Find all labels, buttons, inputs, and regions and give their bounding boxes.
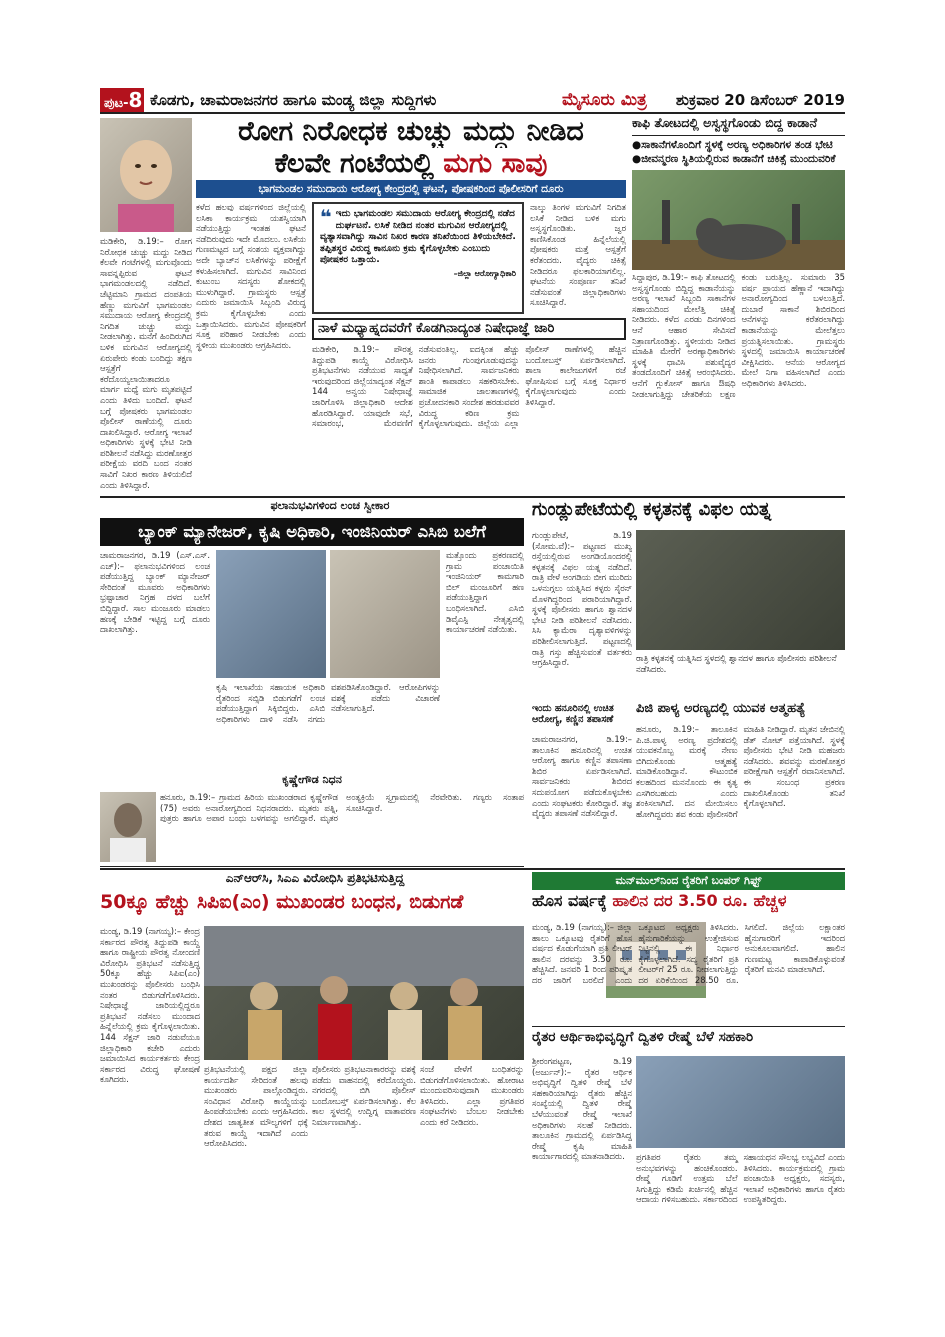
acb-body-2: ಕೃಷಿ ಇಲಾಖೆಯ ಸಹಾಯಕ ಅಧಿಕಾರಿ ರೈತರಿಂದ ಸಬ್ಸಿಡಿ ಬಿಡುಗಡೆಗೆ ಲಂಚ ಪಡೆಯುತ್ತಿದ್ದಾಗ ಸಿಕ್ಕಿಬಿದ್ದರು. ಎಸಿಬಿ ಅಧಿಕಾರಿಗಳು ದಾಳಿ ನಡೆಸಿ ನಗದು ವಶಪಡಿಸಿಕೊಂಡಿದ್ದಾರೆ. ಆರೋಪಿಗಳನ್ನು ವಶಕ್ಕೆ ಪಡೆದು ವಿಚಾರಣೆ ನಡೆಸಲಾಗುತ್ತಿದೆ. [216, 682, 440, 724]
elephant-bullet-2: ●ಜೀವನ್ಮರಣ ಸ್ಥಿತಿಯಲ್ಲಿರುವ ಕಾಡಾನೆಗೆ ಚಿಕಿತ್ಸೆ ಮುಂದುವರಿಕೆ [632, 153, 836, 165]
protest-body-4: ಸಂಜೆ ವೇಳೆಗೆ ಬಂಧಿತರನ್ನು ಬಿಡುಗಡೆಗೊಳಿಸಲಾಯಿತು. ಹೋರಾಟ ಮುಂದುವರಿಸುವುದಾಗಿ ಮುಖಂಡರು ತಿಳಿಸಿದರು. ಎಲ್ಲಾ ಪ್ರಗತಿಪರ ಸಂಘಟನೆಗಳು ಬೆಂಬಲ ನೀಡಬೇಕು ಎಂದು ಕರೆ ನೀಡಿದರು. [420, 1064, 524, 1127]
lead-quote-source: –ಜಿಲ್ಲಾ ಆರೋಗ್ಯಾಧಿಕಾರಿ [453, 268, 516, 278]
milk-body: ಮಂಡ್ಯ, ಡಿ.19 (ನಾಗಯ್ಯ):– ಜಿಲ್ಲಾ ಹಾಲು ಒಕ್ಕೂಟವು ರೈತರಿಗೆ ಹೊಸ ವರ್ಷದ ಕೊಡುಗೆಯಾಗಿ ಪ್ರತಿ ಲೀಟರ್ ಹಾಲಿನ ದರವನ್ನು 3.50 ರೂ. ಹೆಚ್ಚಿಸಿದೆ. ಜನವರಿ 1 ರಿಂದ ಪರಿಷ್ಕೃತ ದರ ಜಾರಿಗೆ ಬರಲಿದೆ ಎಂದು ಒಕ್ಕೂಟದ ಅಧ್ಯಕ್ಷರು ತಿಳಿಸಿದರು. ಹೈನುಗಾರಿಕೆಯನ್ನು ಉತ್ತೇಜಿಸುವ ನಿಟ್ಟಿನಲ್ಲಿ ಈ ನಿರ್ಧಾರ ಕೈಗೊಳ್ಳಲಾಗಿದೆ. ಸದ್ಯ ರೈತರಿಗೆ ಪ್ರತಿ ಲೀಟರ್‌ಗೆ 25 ರೂ. ನೀಡಲಾಗುತ್ತಿದ್ದು ದರ ಏರಿಕೆಯಿಂದ 28.50 ರೂ. ಸಿಗಲಿದೆ. ಜಿಲ್ಲೆಯ ಲಕ್ಷಾಂತರ ಹೈನುಗಾರರಿಗೆ ಇದರಿಂದ ಅನುಕೂಲವಾಗಲಿದೆ. ಹಾಲಿನ ಗುಣಮಟ್ಟ ಕಾಪಾಡಿಕೊಳ್ಳುವಂತೆ ರೈತರಿಗೆ ಮನವಿ ಮಾಡಲಾಗಿದೆ. [532, 922, 845, 985]
suicide-body: ಹನೂರು, ಡಿ.19:– ತಾಲೂಕಿನ ಪಿ.ಜಿ.ಪಾಳ್ಯ ಅರಣ್ಯ ಪ್ರದೇಶದಲ್ಲಿ ಯುವಕನೊಬ್ಬ ಮರಕ್ಕೆ ನೇಣು ಬಿಗಿದುಕೊಂಡು ಆತ್ಮಹತ್ಯೆ ಮಾಡಿಕೊಂಡಿದ್ದಾನೆ. ಕೌಟುಂಬಿಕ ಕಲಹದಿಂದ ಮನನೊಂದು ಈ ಕೃತ್ಯ ಎಸಗಿರಬಹುದು ಎಂದು ಶಂಕಿಸಲಾಗಿದೆ. ದನ ಮೇಯಿಸಲು ಹೋಗಿದ್ದವರು ಶವ ಕಂಡು ಪೊಲೀಸರಿಗೆ ಮಾಹಿತಿ ನೀಡಿದ್ದಾರೆ. ಮೃತನ ಜೇಬಿನಲ್ಲಿ ಡೆತ್ ನೋಟ್ ಪತ್ತೆಯಾಗಿದೆ. ಸ್ಥಳಕ್ಕೆ ಪೊಲೀಸರು ಭೇಟಿ ನೀಡಿ ಮಹಜರು ನಡೆಸಿದರು. ಶವವನ್ನು ಮರಣೋತ್ತರ ಪರೀಕ್ಷೆಗಾಗಿ ಆಸ್ಪತ್ರೆಗೆ ರವಾನಿಸಲಾಗಿದೆ. ಈ ಸಂಬಂಧ ಪ್ರಕರಣ ದಾಖಲಿಸಿಕೊಂಡು ತನಿಖೆ ಕೈಗೊಳ್ಳಲಾಗಿದೆ. [636, 724, 845, 819]
protest-photo [204, 926, 524, 1060]
acb-body-3: ಮತ್ತೊಂದು ಪ್ರಕರಣದಲ್ಲಿ ಗ್ರಾಮ ಪಂಚಾಯಿತಿ ಇಂಜಿನಿಯರ್ ಕಾಮಗಾರಿ ಬಿಲ್ ಮಂಜೂರಿಗೆ ಹಣ ಪಡೆಯುತ್ತಿದ್ದಾಗ ಬಂಧಿಸಲಾಗಿದೆ. ಎಸಿಬಿ ಡಿವೈಎಸ್ಪಿ ನೇತೃತ್ವದಲ್ಲಿ ಕಾರ್ಯಾಚರಣೆ ನಡೆಯಿತು. [446, 550, 524, 635]
divider [532, 1026, 845, 1027]
lead-quote-box [312, 202, 524, 314]
gundlupet-photo [636, 530, 845, 650]
milk-headline-highlight: ಹಾಲಿನ ದರ 3.50 ರೂ. ಹೆಚ್ಚಳ [612, 892, 787, 910]
gundlupet-body: ಗುಂಡ್ಲುಪೇಟೆ, ಡಿ.19 (ಸೋಮ.ವೆ):– ಪಟ್ಟಣದ ಮುಖ್ಯ ರಸ್ತೆಯಲ್ಲಿರುವ ಅಂಗಡಿಯೊಂದರಲ್ಲಿ ಕಳ್ಳತನಕ್ಕೆ ವಿಫಲ ಯತ್ನ ನಡೆದಿದೆ. ರಾತ್ರಿ ವೇಳೆ ಅಂಗಡಿಯ ಬೀಗ ಮುರಿದು ಒಳನುಗ್ಗಲು ಯತ್ನಿಸಿದ ಕಳ್ಳರು ಸೈರನ್ ಮೊಳಗಿದ್ದರಿಂದ ಪರಾರಿಯಾಗಿದ್ದಾರೆ. ಸ್ಥಳಕ್ಕೆ ಪೊಲೀಸರು ಹಾಗೂ ಶ್ವಾನದಳ ಭೇಟಿ ನೀಡಿ ಪರಿಶೀಲನೆ ನಡೆಸಿದರು. ಸಿಸಿ ಕ್ಯಾಮೆರಾ ದೃಶ್ಯಾವಳಿಗಳನ್ನು ಪರಿಶೀಲಿಸಲಾಗುತ್ತಿದೆ. ಪಟ್ಟಣದಲ್ಲಿ ರಾತ್ರಿ ಗಸ್ತು ಹೆಚ್ಚಿಸುವಂತೆ ವರ್ತಕರು ಆಗ್ರಹಿಸಿದ್ದಾರೆ. [532, 530, 632, 668]
protest-body-1: ಮಂಡ್ಯ, ಡಿ.19 (ನಾಗಯ್ಯ):– ಕೇಂದ್ರ ಸರ್ಕಾರದ ಪೌರತ್ವ ತಿದ್ದುಪಡಿ ಕಾಯ್ದೆ ಹಾಗೂ ರಾಷ್ಟ್ರೀಯ ಪೌರತ್ವ ನೋಂದಣಿ ವಿರೋಧಿಸಿ ಪ್ರತಿಭಟನೆ ನಡೆಸುತ್ತಿದ್ದ 50ಕ್ಕೂ ಹೆಚ್ಚು ಸಿಪಿಐ(ಎಂ) ಮುಖಂಡರನ್ನು ಪೊಲೀಸರು ಬಂಧಿಸಿ ನಂತರ ಬಿಡುಗಡೆಗೊಳಿಸಿದರು. ನಿಷೇಧಾಜ್ಞೆ ಜಾರಿಯಲ್ಲಿದ್ದರೂ ಪ್ರತಿಭಟನೆ ನಡೆಸಲು ಮುಂದಾದ ಹಿನ್ನೆಲೆಯಲ್ಲಿ ಕ್ರಮ ಕೈಗೊಳ್ಳಲಾಯಿತು. 144 ಸೆಕ್ಷನ್ ಜಾರಿ ನಡುವೆಯೂ ಜಿಲ್ಲಾಧಿಕಾರಿ ಕಚೇರಿ ಎದುರು ಜಮಾಯಿಸಿದ ಕಾರ್ಯಕರ್ತರು ಕೇಂದ್ರ ಸರ್ಕಾರದ ವಿರುದ್ಧ ಘೋಷಣೆ ಕೂಗಿದರು. [100, 926, 200, 1085]
issue-date: ಶುಕ್ರವಾರ 20 ಡಿಸೆಂಬರ್ 2019 [675, 91, 845, 109]
elephant-photo [632, 170, 845, 270]
elephant-bullets [632, 138, 845, 166]
baby-photo [100, 118, 192, 232]
lead-headline-1: ರೋಗ ನಿರೋಧಕ ಚುಚ್ಚು ಮದ್ದು ನೀಡಿದ [238, 116, 584, 147]
page-number: 8 [128, 88, 143, 112]
milk-headline [532, 892, 845, 918]
milk-headline-part: ಹೊಸ ವರ್ಷಕ್ಕೆ [532, 892, 613, 910]
section-title: ಕೊಡಗು, ಚಾಮರಾಜನಗರ ಹಾಗೂ ಮಂಡ್ಯ ಜಿಲ್ಲಾ ಸುದ್ದಿಗಳು [150, 91, 437, 109]
elephant-bullet-1: ●ಸಾಕಾನೆಗಳೊಂದಿಗೆ ಸ್ಥಳಕ್ಕೆ ಅರಣ್ಯ ಅಧಿಕಾರಿಗಳ ತಂಡ ಭೇಟಿ [632, 139, 833, 151]
acb-photo-2 [330, 550, 440, 678]
divider [100, 868, 845, 870]
divider [100, 866, 524, 867]
suicide-headline: ಪಿಜಿ ಪಾಳ್ಯ ಅರಣ್ಯದಲ್ಲಿ ಯುವಕ ಆತ್ಮಹತ್ಯೆ [636, 702, 806, 716]
acb-headline: ಬ್ಯಾಂಕ್ ಮ್ಯಾನೇಜರ್, ಕೃಷಿ ಅಧಿಕಾರಿ, ಇಂಜಿನಿಯರ್ ಎಸಿಬಿ ಬಲೆಗೆ [100, 518, 524, 546]
protest-body-2: ಪ್ರತಿಭಟನೆಯಲ್ಲಿ ಪಕ್ಷದ ಜಿಲ್ಲಾ ಕಾರ್ಯದರ್ಶಿ ಸೇರಿದಂತೆ ಹಲವು ಮುಖಂಡರು ಪಾಲ್ಗೊಂಡಿದ್ದರು. ಸಂವಿಧಾನ ವಿರೋಧಿ ಕಾಯ್ದೆಯನ್ನು ಹಿಂಪಡೆಯಬೇಕು ಎಂದು ಆಗ್ರಹಿಸಿದರು. ದೇಶದ ಜಾತ್ಯತೀತ ಮೌಲ್ಯಗಳಿಗೆ ಧಕ್ಕೆ ತರುವ ಕಾಯ್ದೆ ಇದಾಗಿದೆ ಎಂದು ಆರೋಪಿಸಿದರು. [204, 1064, 308, 1149]
lead-quote-text: ಇದು ಭಾಗಮಂಡಲ ಸಮುದಾಯ ಆರೋಗ್ಯ ಕೇಂದ್ರದಲ್ಲಿ ನಡೆದ ದುರ್ಘಟನೆ. ಲಸಿಕೆ ನೀಡಿದ ನಂತರ ಮಗುವಿನ ಆರೋಗ್ಯದಲ್ಲಿ ವ್ಯತ್ಯಾಸವಾಗಿದ್ದು ಸಾವಿನ ನಿಖರ ಕಾರಣ ತನಿಖೆಯಿಂದ ತಿಳಿಯಬೇಕಿದೆ. ತಪ್ಪಿತಸ್ಥರ ವಿರುದ್ಧ ಕಾನೂನು ಕ್ರಮ ಕೈಗೊಳ್ಳಬೇಕು ಎಂಬುದು ಪೋಷಕರ ಒತ್ತಾಯ. [320, 208, 516, 266]
divider [100, 496, 845, 498]
milk-kicker: ಮನ್‌ಮುಲ್‌ನಿಂದ ರೈತರಿಗೆ ಬಂಪರ್ ಗಿಫ್ಟ್ [532, 872, 845, 890]
obituary-photo [100, 792, 156, 862]
lead-body-right: ನಾಲ್ಕು ತಿಂಗಳ ಮಗುವಿಗೆ ನಿಗದಿತ ಲಸಿಕೆ ನೀಡಿದ ಬಳಿಕ ಮಗು ಅಸ್ವಸ್ಥಗೊಂಡಿತು. ಜ್ವರ ಕಾಣಿಸಿಕೊಂಡ ಹಿನ್ನೆಲೆಯಲ್ಲಿ ಪೋಷಕರು ಮತ್ತೆ ಆಸ್ಪತ್ರೆಗೆ ಕರೆತಂದರು. ವೈದ್ಯರು ಚಿಕಿತ್ಸೆ ನೀಡಿದರೂ ಫಲಕಾರಿಯಾಗಲಿಲ್ಲ. ಘಟನೆಯ ಸಂಪೂರ್ಣ ತನಿಖೆ ನಡೆಸುವಂತೆ ಜಿಲ್ಲಾಧಿಕಾರಿಗಳು ಸೂಚಿಸಿದ್ದಾರೆ. [530, 202, 626, 308]
lead-body-col2: ಕಳೆದ ಹಲವು ವರ್ಷಗಳಿಂದ ಜಿಲ್ಲೆಯಲ್ಲಿ ಲಸಿಕಾ ಕಾರ್ಯಕ್ರಮ ಯಶಸ್ವಿಯಾಗಿ ನಡೆಯುತ್ತಿದ್ದು ಇಂತಹ ಘಟನೆ ನಡೆದಿರುವುದು ಇದೇ ಮೊದಲು. ಲಸಿಕೆಯ ಗುಣಮಟ್ಟದ ಬಗ್ಗೆ ಸಂಶಯ ವ್ಯಕ್ತವಾಗಿದ್ದು ಅದೇ ಬ್ಯಾಚ್‌ನ ಲಸಿಕೆಗಳನ್ನು ಪರೀಕ್ಷೆಗೆ ಕಳುಹಿಸಲಾಗಿದೆ. ಮಗುವಿನ ಸಾವಿನಿಂದ ಕುಟುಂಬ ಸದಸ್ಯರು ಶೋಕದಲ್ಲಿ ಮುಳುಗಿದ್ದಾರೆ. ಗ್ರಾಮಸ್ಥರು ಆಸ್ಪತ್ರೆ ಎದುರು ಜಮಾಯಿಸಿ ಸಿಬ್ಬಂದಿ ವಿರುದ್ಧ ಕ್ರಮ ಕೈಗೊಳ್ಳಬೇಕು ಎಂದು ಒತ್ತಾಯಿಸಿದರು. ಮಗುವಿನ ಪೋಷಕರಿಗೆ ಸೂಕ್ತ ಪರಿಹಾರ ನೀಡಬೇಕು ಎಂದು ಸ್ಥಳೀಯ ಮುಖಂಡರು ಆಗ್ರಹಿಸಿದರು. [196, 202, 306, 350]
protest-body-3: ಪೊಲೀಸರು ಪ್ರತಿಭಟನಾಕಾರರನ್ನು ವಶಕ್ಕೆ ಪಡೆದು ವಾಹನದಲ್ಲಿ ಕರೆದೊಯ್ದರು. ನಗರದಲ್ಲಿ ಬಿಗಿ ಪೊಲೀಸ್ ಬಂದೋಬಸ್ತ್ ಏರ್ಪಡಿಸಲಾಗಿತ್ತು. ಕೆಲ ಕಾಲ ಸ್ಥಳದಲ್ಲಿ ಉದ್ವಿಗ್ನ ವಾತಾವರಣ ನಿರ್ಮಾಣವಾಗಿತ್ತು. [312, 1064, 416, 1127]
silk-headline: ರೈತರ ಆರ್ಥಿಕಾಭಿವೃದ್ಧಿಗೆ ದ್ವಿತಳಿ ರೇಷ್ಮೆ ಬೆಳೆ ಸಹಕಾರಿ [532, 1030, 754, 1045]
page-number-badge [100, 88, 144, 112]
page-label: ಪುಟ- [104, 96, 129, 111]
prohibitory-body: ಮಡಿಕೇರಿ, ಡಿ.19:– ಪೌರತ್ವ ತಿದ್ದುಪಡಿ ಕಾಯ್ದೆ ವಿರೋಧಿಸಿ ಪ್ರತಿಭಟನೆಗಳು ನಡೆಯುವ ಸಾಧ್ಯತೆ ಇರುವುದರಿಂದ ಜಿಲ್ಲೆಯಾದ್ಯಂತ ಸೆಕ್ಷನ್ 144 ಅನ್ವಯ ನಿಷೇಧಾಜ್ಞೆ ಜಾರಿಗೊಳಿಸಿ ಜಿಲ್ಲಾಧಿಕಾರಿ ಆದೇಶ ಹೊರಡಿಸಿದ್ದಾರೆ. ಯಾವುದೇ ಸಭೆ, ಸಮಾರಂಭ, ಮೆರವಣಿಗೆ ನಡೆಸುವಂತಿಲ್ಲ. ಐದಕ್ಕಿಂತ ಹೆಚ್ಚು ಜನರು ಗುಂಪುಗೂಡುವುದನ್ನು ನಿಷೇಧಿಸಲಾಗಿದೆ. ಸಾರ್ವಜನಿಕರು ಶಾಂತಿ ಕಾಪಾಡಲು ಸಹಕರಿಸಬೇಕು. ಸಾಮಾಜಿಕ ಜಾಲತಾಣಗಳಲ್ಲಿ ಪ್ರಚೋದನಕಾರಿ ಸಂದೇಶ ಹರಡುವವರ ವಿರುದ್ಧ ಕಠಿಣ ಕ್ರಮ ಕೈಗೊಳ್ಳಲಾಗುವುದು. ಜಿಲ್ಲೆಯ ಎಲ್ಲಾ ಪೊಲೀಸ್ ಠಾಣೆಗಳಲ್ಲಿ ಹೆಚ್ಚಿನ ಬಂದೋಬಸ್ತ್ ಏರ್ಪಡಿಸಲಾಗಿದೆ. ಶಾಲಾ ಕಾಲೇಜುಗಳಿಗೆ ರಜೆ ಘೋಷಿಸುವ ಬಗ್ಗೆ ಸೂಕ್ತ ನಿರ್ಧಾರ ಕೈಗೊಳ್ಳಲಾಗುವುದು ಎಂದು ತಿಳಿಸಿದ್ದಾರೆ. [312, 344, 626, 429]
lead-body-left: ಮಡಿಕೇರಿ, ಡಿ.19:– ರೋಗ ನಿರೋಧಕ ಚುಚ್ಚು ಮದ್ದು ನೀಡಿದ ಕೆಲವೇ ಗಂಟೆಗಳಲ್ಲಿ ಮಗುವೊಂದು ಸಾವನ್ನಪ್ಪಿರುವ ಘಟನೆ ಭಾಗಮಂಡಲದಲ್ಲಿ ನಡೆದಿದೆ. ಚೆಟ್ಟಿಮಾನಿ ಗ್ರಾಮದ ದಂಪತಿಯ ಹೆಣ್ಣು ಮಗುವಿಗೆ ಭಾಗಮಂಡಲ ಸಮುದಾಯ ಆರೋಗ್ಯ ಕೇಂದ್ರದಲ್ಲಿ ನಿಗದಿತ ಚುಚ್ಚು ಮದ್ದು ನೀಡಲಾಗಿತ್ತು. ಮನೆಗೆ ಹಿಂದಿರುಗಿದ ಬಳಿಕ ಮಗುವಿನ ಆರೋಗ್ಯದಲ್ಲಿ ಏರುಪೇರು ಕಂಡು ಬಂದಿದ್ದು ತಕ್ಷಣ ಆಸ್ಪತ್ರೆಗೆ ಕರೆದೊಯ್ಯಲಾಯಿತಾದರೂ ಮಾರ್ಗ ಮಧ್ಯೆ ಮಗು ಮೃತಪಟ್ಟಿದೆ ಎಂದು ತಿಳಿದು ಬಂದಿದೆ. ಘಟನೆ ಬಗ್ಗೆ ಪೋಷಕರು ಭಾಗಮಂಡಲ ಪೊಲೀಸ್ ಠಾಣೆಯಲ್ಲಿ ದೂರು ದಾಖಲಿಸಿದ್ದಾರೆ. ಆರೋಗ್ಯ ಇಲಾಖೆ ಅಧಿಕಾರಿಗಳು ಸ್ಥಳಕ್ಕೆ ಭೇಟಿ ನೀಡಿ ಪರಿಶೀಲನೆ ನಡೆಸಿದ್ದು ಮರಣೋತ್ತರ ಪರೀಕ್ಷೆಯ ವರದಿ ಬಂದ ನಂತರ ಸಾವಿಗೆ ನಿಖರ ಕಾರಣ ತಿಳಿಯಲಿದೆ ಎಂದು ತಿಳಿಸಿದ್ದಾರೆ. [100, 236, 192, 490]
protest-kicker: ಎನ್‌ಆರ್‌ಸಿ, ಸಿಎಎ ವಿರೋಧಿಸಿ ಪ್ರತಿಭಟಿಸುತ್ತಿದ್ದ [225, 872, 405, 885]
prohibitory-headline: ನಾಳೆ ಮಧ್ಯಾಹ್ನದವರೆಗೆ ಕೊಡಗಿನಾದ್ಯಂತ ನಿಷೇಧಾಜ್ಞೆ ಜಾರಿ [312, 318, 626, 340]
protest-headline: 50ಕ್ಕೂ ಹೆಚ್ಚು ಸಿಪಿಐ(ಎಂ) ಮುಖಂಡರ ಬಂಧನ, ಬಿಡುಗಡೆ [100, 892, 464, 913]
elephant-headline: ಕಾಫಿ ತೋಟದಲ್ಲಿ ಅಸ್ವಸ್ಥಗೊಂಡು ಬಿದ್ದ ಕಾಡಾನೆ [632, 116, 845, 136]
gundlupet-headline: ಗುಂಡ್ಲುಪೇಟೆಯಲ್ಲಿ ಕಳ್ಳತನಕ್ಕೆ ವಿಫಲ ಯತ್ನ [532, 500, 771, 520]
gundlupet-caption: ರಾತ್ರಿ ಕಳ್ಳತನಕ್ಕೆ ಯತ್ನಿಸಿದ ಸ್ಥಳದಲ್ಲಿ ಶ್ವಾನದಳ ಹಾಗೂ ಪೊಲೀಸರು ಪರಿಶೀಲನೆ ನಡೆಸಿದರು. [636, 654, 837, 675]
silk-body-2: ಪ್ರಗತಿಪರ ರೈತರು ತಮ್ಮ ಅನುಭವಗಳನ್ನು ಹಂಚಿಕೊಂಡರು. ರೇಷ್ಮೆ ಗೂಡಿಗೆ ಉತ್ತಮ ಬೆಲೆ ಸಿಗುತ್ತಿದ್ದು ಕಡಿಮೆ ಖರ್ಚಿನಲ್ಲಿ ಹೆಚ್ಚಿನ ಆದಾಯ ಗಳಿಸಬಹುದು. ಸರ್ಕಾರದಿಂದ ಸಹಾಯಧನ ಸೌಲಭ್ಯ ಲಭ್ಯವಿದೆ ಎಂದು ತಿಳಿಸಿದರು. ಕಾರ್ಯಕ್ರಮದಲ್ಲಿ ಗ್ರಾಮ ಪಂಚಾಯಿತಿ ಅಧ್ಯಕ್ಷರು, ಸದಸ್ಯರು, ಇಲಾಖೆ ಅಧಿಕಾರಿಗಳು ಹಾಗೂ ರೈತರು ಉಪಸ್ಥಿತರಿದ್ದರು. [636, 1152, 845, 1205]
acb-photo-1 [216, 550, 326, 678]
spacer [212, 766, 524, 770]
acb-body-1: ಚಾಮರಾಜನಗರ, ಡಿ.19 (ಎಸ್.ಎಸ್. ಎಚ್):– ಫಲಾನುಭವಿಗಳಿಂದ ಲಂಚ ಪಡೆಯುತ್ತಿದ್ದ ಬ್ಯಾಂಕ್ ಮ್ಯಾನೇಜರ್ ಸೇರಿದಂತೆ ಮೂವರು ಅಧಿಕಾರಿಗಳು ಭ್ರಷ್ಟಾಚಾರ ನಿಗ್ರಹ ದಳದ ಬಲೆಗೆ ಬಿದ್ದಿದ್ದಾರೆ. ಸಾಲ ಮಂಜೂರು ಮಾಡಲು ಹಣಕ್ಕೆ ಬೇಡಿಕೆ ಇಟ್ಟಿದ್ದ ಬಗ್ಗೆ ದೂರು ದಾಖಲಾಗಿತ್ತು. [100, 550, 210, 635]
silk-photo [636, 1056, 845, 1148]
health-camp-headline: ಇಂದು ಹನೂರಿನಲ್ಲಿ ಉಚಿತ ಆರೋಗ್ಯ, ಕಣ್ಣಿನ ತಪಾಸಣೆ [532, 704, 614, 725]
health-camp-body: ಚಾಮರಾಜನಗರ, ಡಿ.19:– ತಾಲೂಕಿನ ಹನೂರಿನಲ್ಲಿ ಉಚಿತ ಆರೋಗ್ಯ ಹಾಗೂ ಕಣ್ಣಿನ ತಪಾಸಣಾ ಶಿಬಿರ ಏರ್ಪಡಿಸಲಾಗಿದೆ. ಸಾರ್ವಜನಿಕರು ಶಿಬಿರದ ಸದುಪಯೋಗ ಪಡೆದುಕೊಳ್ಳಬೇಕು ಎಂದು ಸಂಘಟಕರು ಕೋರಿದ್ದಾರೆ. ತಜ್ಞ ವೈದ್ಯರು ತಪಾಸಣೆ ನಡೆಸಲಿದ್ದಾರೆ. [532, 734, 632, 819]
obituary-body: ಹನೂರು, ಡಿ.19:– ಗ್ರಾಮದ ಹಿರಿಯ ಮುಖಂಡರಾದ ಕೃಷ್ಣೇಗೌಡ (75) ಅವರು ಅನಾರೋಗ್ಯದಿಂದ ನಿಧನರಾದರು. ಮೃತರು ಪತ್ನಿ, ಪುತ್ರರು ಹಾಗೂ ಅಪಾರ ಬಂಧು ಬಳಗವನ್ನು ಅಗಲಿದ್ದಾರೆ. ಮೃತರ ಅಂತ್ಯಕ್ರಿಯೆ ಸ್ವಗ್ರಾಮದಲ್ಲಿ ನೆರವೇರಿತು. ಗಣ್ಯರು ಸಂತಾಪ ಸೂಚಿಸಿದ್ದಾರೆ. [160, 792, 524, 824]
page-header [100, 88, 845, 114]
silk-body-1: ಶ್ರೀರಂಗಪಟ್ಟಣ, ಡಿ.19 (ಅರ್ಜುನ್):– ರೈತರ ಆರ್ಥಿಕ ಅಭಿವೃದ್ಧಿಗೆ ದ್ವಿತಳಿ ರೇಷ್ಮೆ ಬೆಳೆ ಸಹಕಾರಿಯಾಗಿದ್ದು ರೈತರು ಹೆಚ್ಚಿನ ಸಂಖ್ಯೆಯಲ್ಲಿ ದ್ವಿತಳಿ ರೇಷ್ಮೆ ಬೆಳೆಯುವಂತೆ ರೇಷ್ಮೆ ಇಲಾಖೆ ಅಧಿಕಾರಿಗಳು ಸಲಹೆ ನೀಡಿದರು. ತಾಲೂಕಿನ ಗ್ರಾಮದಲ್ಲಿ ಏರ್ಪಡಿಸಿದ್ದ ರೇಷ್ಮೆ ಕೃಷಿ ಮಾಹಿತಿ ಕಾರ್ಯಾಗಾರದಲ್ಲಿ ಮಾತನಾಡಿದರು. [532, 1056, 632, 1162]
lead-headline-2 [196, 148, 626, 180]
masthead-brand: ಮೈಸೂರು ಮಿತ್ರ [562, 90, 647, 110]
lead-headline-2-part: ಕೆಲವೇ ಗಂಟೆಯಲ್ಲಿ [274, 148, 444, 179]
quote-icon: ❝ [320, 205, 332, 229]
obituary-title: ಕೃಷ್ಣೇಗೌಡ ನಿಧನ [282, 774, 342, 786]
lead-subhead: ಭಾಗಮಂಡಲ ಸಮುದಾಯ ಆರೋಗ್ಯ ಕೇಂದ್ರದಲ್ಲಿ ಘಟನೆ, ಪೋಷಕರಿಂದ ಪೊಲೀಸರಿಗೆ ದೂರು [196, 180, 626, 198]
elephant-body: ಸಿದ್ದಾಪುರ, ಡಿ.19:– ಕಾಫಿ ತೋಟದಲ್ಲಿ ಅಸ್ವಸ್ಥಗೊಂಡು ಬಿದ್ದಿದ್ದ ಕಾಡಾನೆಯನ್ನು ಅರಣ್ಯ ಇಲಾಖೆ ಸಿಬ್ಬಂದಿ ಸಾಕಾನೆಗಳ ಸಹಾಯದಿಂದ ಮೇಲೆತ್ತಿ ಚಿಕಿತ್ಸೆ ನೀಡಿದರು. ಕಳೆದ ಎರಡು ದಿನಗಳಿಂದ ಆನೆ ಆಹಾರ ಸೇವಿಸದೆ ನಿತ್ರಾಣಗೊಂಡಿತ್ತು. ಸ್ಥಳೀಯರು ನೀಡಿದ ಮಾಹಿತಿ ಮೇರೆಗೆ ಅರಣ್ಯಾಧಿಕಾರಿಗಳು ಸ್ಥಳಕ್ಕೆ ಧಾವಿಸಿ ಪಶುವೈದ್ಯರ ತಂಡದೊಂದಿಗೆ ಚಿಕಿತ್ಸೆ ಆರಂಭಿಸಿದರು. ಆನೆಗೆ ಗ್ಲುಕೋಸ್ ಹಾಗೂ ಔಷಧಿ ನೀಡಲಾಗುತ್ತಿದ್ದು ಚೇತರಿಕೆಯ ಲಕ್ಷಣ ಕಂಡು ಬರುತ್ತಿಲ್ಲ. ಸುಮಾರು 35 ವರ್ಷ ಪ್ರಾಯದ ಹೆಣ್ಣಾನೆ ಇದಾಗಿದ್ದು ಅನಾರೋಗ್ಯದಿಂದ ಬಳಲುತ್ತಿದೆ. ದುಬಾರೆ ಸಾಕಾನೆ ಶಿಬಿರದಿಂದ ಆನೆಗಳನ್ನು ಕರೆತರಲಾಗಿದ್ದು ಕಾಡಾನೆಯನ್ನು ಮೇಲೆತ್ತಲು ಪ್ರಯತ್ನಿಸಲಾಯಿತು. ಗ್ರಾಮಸ್ಥರು ಸ್ಥಳದಲ್ಲಿ ಜಮಾಯಿಸಿ ಕಾರ್ಯಾಚರಣೆ ವೀಕ್ಷಿಸಿದರು. ಆನೆಯ ಆರೋಗ್ಯದ ಮೇಲೆ ನಿಗಾ ವಹಿಸಲಾಗಿದೆ ಎಂದು ಅಧಿಕಾರಿಗಳು ತಿಳಿಸಿದರು. [632, 272, 845, 399]
lead-headline-2-highlight: ಮಗು ಸಾವು [443, 148, 548, 179]
acb-kicker: ಫಲಾನುಭವಿಗಳಿಂದ ಲಂಚ ಸ್ವೀಕಾರ [270, 500, 390, 512]
